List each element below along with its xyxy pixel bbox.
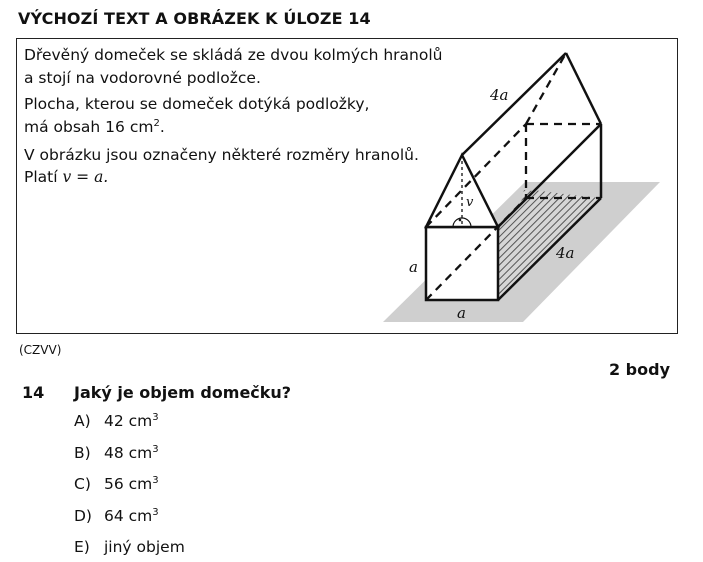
option-c-value: 56 cm xyxy=(104,475,153,493)
option-d[interactable] xyxy=(74,507,159,525)
option-a-exp: 3 xyxy=(152,411,159,423)
option-a-value: 42 cm xyxy=(104,412,153,430)
label-4a-side: 4a xyxy=(556,244,575,262)
intro-line-5: V obrázku jsou označeny některé rozměry hranolů. xyxy=(24,146,419,164)
option-a-letter: A) xyxy=(74,412,91,430)
option-e[interactable] xyxy=(74,538,185,556)
question-number: 14 xyxy=(22,383,45,402)
intro-formula: v = a. xyxy=(62,168,109,186)
label-v: v xyxy=(466,195,474,210)
option-e-letter: E) xyxy=(74,538,90,556)
option-e-value: jiný objem xyxy=(104,538,185,556)
intro-line-4-text: má obsah 16 cm xyxy=(24,118,154,136)
option-b[interactable] xyxy=(74,444,159,462)
option-b-value: 48 cm xyxy=(104,444,153,462)
intro-line-4-end: . xyxy=(159,118,165,136)
option-c-exp: 3 xyxy=(152,474,159,486)
intro-line-6-text: Platí xyxy=(24,168,63,186)
label-a-left: a xyxy=(409,258,418,276)
option-b-letter: B) xyxy=(74,444,91,462)
label-4a-top: 4a xyxy=(490,86,509,104)
label-a-bottom: a xyxy=(457,304,466,322)
intro-line-1: Dřevěný domeček se skládá ze dvou kolmých hranolů xyxy=(24,46,443,64)
intro-line-2: a stojí na vodorovné podložce. xyxy=(24,69,261,87)
points-label: 2 body xyxy=(608,360,670,379)
intro-line-3: Plocha, kterou se domeček dotýká podložky, xyxy=(24,95,370,113)
option-c-letter: C) xyxy=(74,475,91,493)
option-c[interactable] xyxy=(74,475,159,493)
option-d-letter: D) xyxy=(74,507,92,525)
source-note: (CZVV) xyxy=(19,343,62,357)
intro-line-4-exponent: 2 xyxy=(153,117,160,129)
option-a[interactable] xyxy=(74,412,159,430)
option-d-exp: 3 xyxy=(152,506,159,518)
section-heading: VÝCHOZÍ TEXT A OBRÁZEK K ÚLOZE 14 xyxy=(18,9,371,28)
option-d-value: 64 cm xyxy=(104,507,153,525)
right-angle-dot xyxy=(459,219,462,222)
question-text: Jaký je objem domečku? xyxy=(74,383,292,402)
option-b-exp: 3 xyxy=(152,443,159,455)
